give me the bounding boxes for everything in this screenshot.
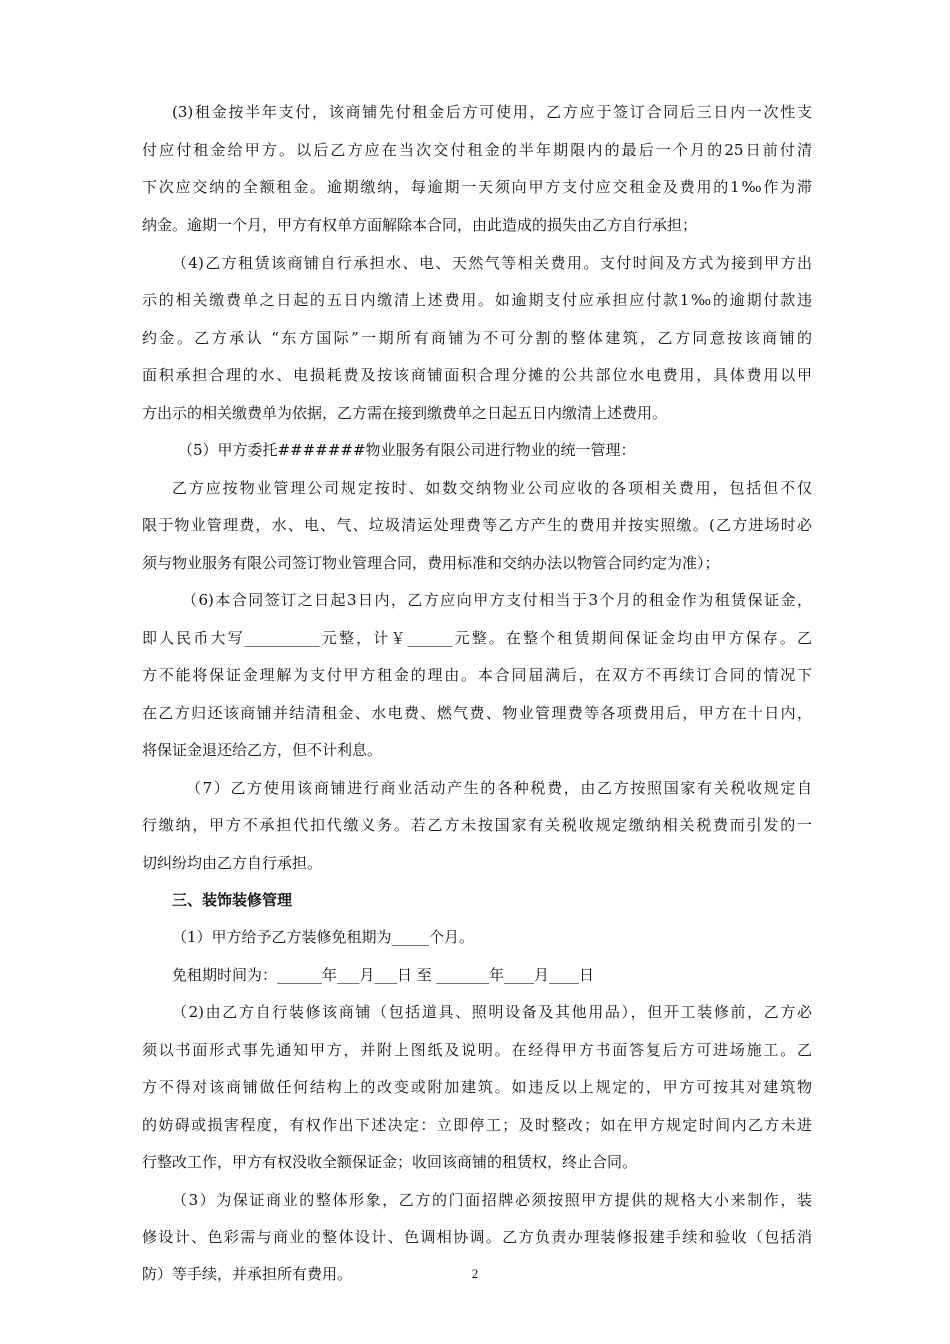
para-6-line-5: 将保证金退还给乙方，但不计利息。 xyxy=(142,741,383,759)
rent-free-period: 免租期时间为：______年___月___日 至 _______年____月____日 xyxy=(172,966,595,984)
para-5-line-1: （5）甲方委托#######物业服务有限公司进行物业的统一管理： xyxy=(178,441,636,459)
para-4-line-4: 面积承担合理的水、电损耗费及按该商铺面积合理分摊的公共部位水电费用，具体费用以甲 xyxy=(142,366,812,384)
sec3-para-3-line-2: 修设计、色彩需与商业的整体设计、色调相协调。乙方负责办理装修报建手续和验收（包括消 xyxy=(142,1228,812,1246)
para-3-line-4: 纳金。逾期一个月，甲方有权单方面解除本合同，由此造成的损失由乙方自行承担； xyxy=(142,216,698,234)
sec3-para-2-line-4: 的妨碍或损害程度，有权作出下述决定：立即停工；及时整改；如在甲方规定时间内乙方未进 xyxy=(142,1116,812,1134)
sec3-para-2-line-1: （2)由乙方自行装修该商铺（包括道具、照明设备及其他用品），但开工装修前，乙方必 xyxy=(172,1003,812,1021)
para-7-line-3: 切纠纷均由乙方自行承担。 xyxy=(142,854,323,872)
para-6-line-4: 在乙方归还该商铺并结清租金、水电费、燃气费、物业管理费等各项费用后，甲方在十日内， xyxy=(142,704,812,722)
para-5-line-3: 限于物业管理费，水、电、气、垃圾清运处理费等乙方产生的费用并按实照缴。(乙方进场时必 xyxy=(142,516,812,534)
sec3-para-3-line-3: 防）等手续，并承担所有费用。 xyxy=(142,1265,353,1283)
para-5-line-2: 乙方应按物业管理公司规定按时、如数交纳物业公司应收的各项相关费用，包括但不仅 xyxy=(172,479,812,497)
para-6-line-3: 方不能将保证金理解为支付甲方租金的理由。本合同届满后，在双方不再续订合同的情况下 xyxy=(142,666,812,684)
para-3-line-1: (3)租金按半年支付，该商铺先付租金后方可使用，乙方应于签订合同后三日内一次性支 xyxy=(172,103,812,121)
para-4-line-3: 约金。乙方承认 “东方国际”一期所有商铺为不可分割的整体建筑，乙方同意按该商铺的 xyxy=(142,329,812,347)
section-heading: 三、装饰装修管理 xyxy=(172,891,293,909)
para-4-line-2: 示的相关缴费单之日起的五日内缴清上述费用。如逾期支付应承担应付款1‰的逾期付款违 xyxy=(142,291,812,309)
para-3-line-2: 付应付租金给甲方。以后乙方应在当次交付租金的半年期限内的最后一个月的25日前付清 xyxy=(142,141,812,159)
para-6-line-2: 即人民币大写__________元整，计￥______元整。在整个租赁期间保证金均由甲方保存。乙 xyxy=(142,629,812,647)
sec3-para-2-line-5: 行整改工作，甲方有权没收全额保证金；收回该商铺的租赁权，终止合同。 xyxy=(142,1153,638,1171)
para-4-line-1: （4)乙方租赁该商铺自行承担水、电、天然气等相关费用。支付时间及方式为接到甲方出 xyxy=(172,254,812,272)
para-3-line-3: 下次应交纳的全额租金。逾期缴纳，每逾期一天须向甲方支付应交租金及费用的1‰作为滞 xyxy=(142,178,812,196)
sec3-para-2-line-2: 须以书面形式事先通知甲方，并附上图纸及说明。在经得甲方书面答复后方可进场施工。乙 xyxy=(142,1041,812,1059)
page-number: 2 xyxy=(471,1266,479,1281)
sec3-para-3-line-1: （3）为保证商业的整体形象，乙方的门面招牌必须按照甲方提供的规格大小来制作，装 xyxy=(172,1191,812,1209)
para-5-line-4: 须与物业服务有限公司签订物业管理合同，费用标准和交纳办法以物管合同约定为准）； xyxy=(142,554,720,572)
sec3-para-2-line-3: 方不得对该商铺做任何结构上的改变或附加建筑。如违反以上规定的，甲方可按其对建筑物 xyxy=(142,1078,812,1096)
para-4-line-5: 方出示的相关缴费单为依据，乙方需在接到缴费单之日起五日内缴清上述费用。 xyxy=(142,404,668,422)
para-7-line-1: （7）乙方使用该商铺进行商业活动产生的各种税费，由乙方按照国家有关税收规定自 xyxy=(186,779,812,797)
sec3-para-1: （1）甲方给予乙方装修免租期为_____个月。 xyxy=(172,928,475,946)
para-6-line-1: （6)本合同签订之日起3日内，乙方应向甲方支付相当于3个月的租金作为租赁保证金， xyxy=(182,591,812,609)
para-7-line-2: 行缴纳，甲方不承担代扣代缴义务。若乙方未按国家有关税收规定缴纳相关税费而引发的一 xyxy=(142,816,812,834)
